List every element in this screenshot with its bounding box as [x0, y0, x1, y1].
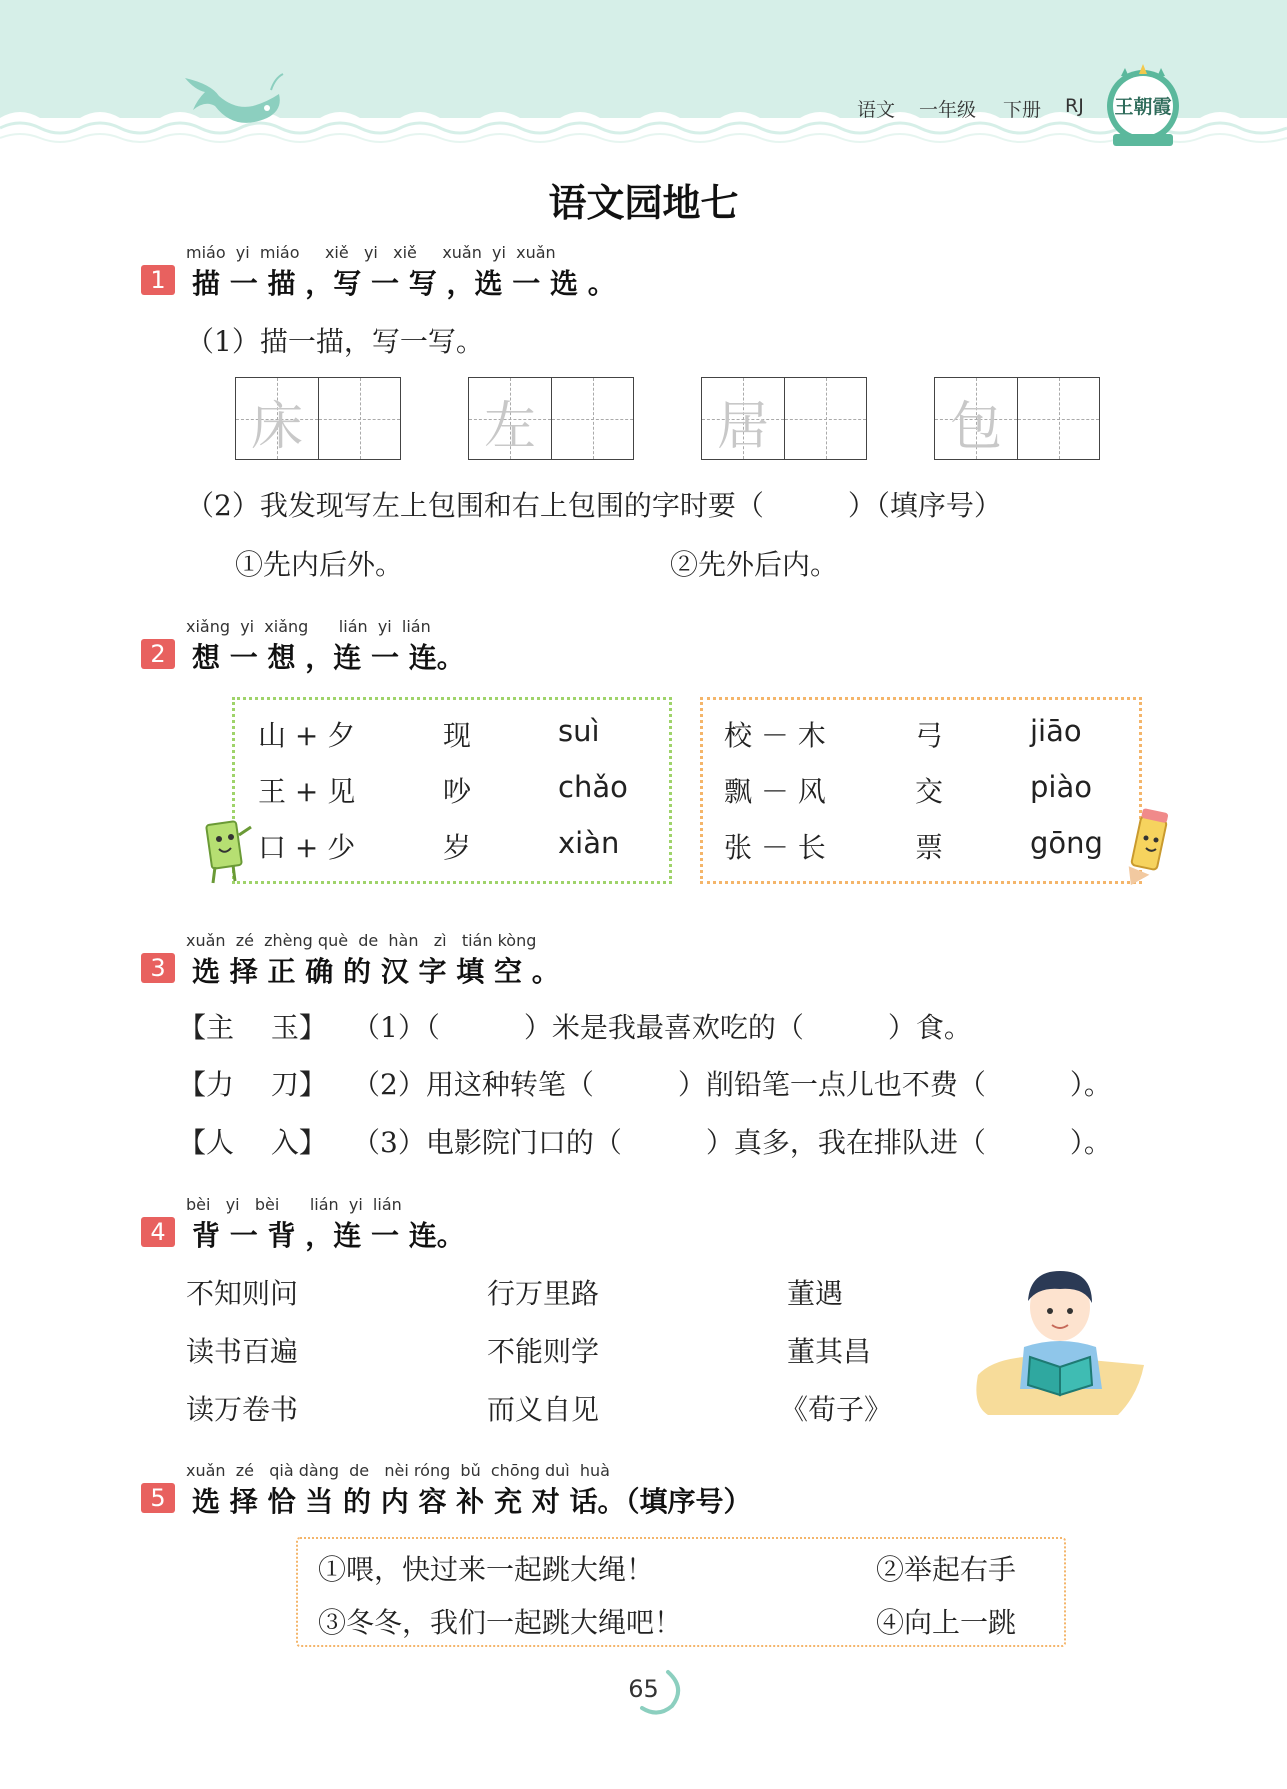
- q1-pinyin: miáo yi miáo xiě yi xiě xuǎn yi xuǎn: [186, 243, 556, 262]
- q5-option[interactable]: ③冬冬，我们一起跳大绳吧！: [318, 1606, 683, 1639]
- q3-sentence[interactable]: （1）（ ）米是我最喜欢吃的（ ）食。: [352, 1011, 972, 1044]
- match-item[interactable]: chǎo: [558, 770, 628, 804]
- q4-item[interactable]: 董其昌: [787, 1335, 872, 1368]
- match-item[interactable]: jiāo: [1030, 714, 1082, 748]
- q3-char-pair: 【主 玉】: [178, 1011, 327, 1044]
- q1-part1: （1）描一描，写一写。: [186, 325, 484, 358]
- q1-part2: （2）我发现写左上包围和右上包围的字时要（ ）（填序号）: [186, 489, 1002, 522]
- whale-icon: [175, 70, 285, 135]
- writing-grid: [934, 377, 1100, 460]
- match-item[interactable]: 交: [915, 775, 944, 808]
- match-item[interactable]: 王 + 见: [258, 775, 356, 808]
- header-grade: 一年级: [919, 99, 977, 121]
- page-header: [0, 0, 1287, 160]
- q2-pinyin: xiǎng yi xiǎng lián yi lián: [186, 617, 431, 636]
- tracing-char: 左: [483, 397, 536, 457]
- writing-grid: [468, 377, 634, 460]
- writing-cell[interactable]: [551, 378, 633, 459]
- q5-option[interactable]: ②举起右手: [876, 1553, 1017, 1586]
- header-edition: RJ: [1065, 95, 1084, 117]
- match-item[interactable]: 弓: [915, 719, 944, 752]
- q3-instruction: 选 择 正 确 的 汉 字 填 空 。: [192, 955, 560, 988]
- tracing-cell[interactable]: [702, 378, 784, 459]
- tracing-cell[interactable]: [236, 378, 318, 459]
- pencil-mascot-icon: [1122, 808, 1182, 888]
- q4-instruction: 背 一 背 ，连 一 连。: [192, 1219, 465, 1252]
- reading-boy-illustration: [968, 1265, 1148, 1425]
- q3-pinyin: xuǎn zé zhèng què de hàn zì tián kòng: [186, 931, 537, 950]
- tracing-cell[interactable]: [935, 378, 1017, 459]
- q4-item[interactable]: 读万卷书: [186, 1393, 299, 1426]
- writing-cell[interactable]: [1017, 378, 1099, 459]
- header-subject: 语文: [857, 99, 896, 121]
- q4-item[interactable]: 不知则问: [186, 1277, 299, 1310]
- q1-number-badge: 1: [141, 265, 175, 295]
- q1-option-1: ①先内后外。: [235, 548, 404, 581]
- match-item[interactable]: 山 + 夕: [258, 719, 356, 752]
- match-item[interactable]: piào: [1030, 770, 1092, 804]
- match-item[interactable]: 飘 － 风: [724, 775, 826, 808]
- match-item[interactable]: 吵: [443, 775, 472, 808]
- q3-sentence[interactable]: （2）用这种转笔（ ）削铅笔一点儿也不费（ ）。: [352, 1068, 1112, 1101]
- page-title: 语文园地七: [548, 181, 739, 225]
- q4-item[interactable]: 而义自见: [487, 1393, 600, 1426]
- q5-option[interactable]: ①喂，快过来一起跳大绳！: [318, 1553, 655, 1586]
- tracing-char: 床: [250, 397, 303, 457]
- q4-item[interactable]: 读书百遍: [186, 1335, 299, 1368]
- tracing-char: 包: [949, 397, 1002, 457]
- q5-number-badge: 5: [141, 1483, 175, 1513]
- q1-option-2: ②先外后内。: [670, 548, 839, 581]
- tracing-char: 居: [716, 397, 769, 457]
- match-item[interactable]: gōng: [1030, 826, 1103, 860]
- writing-grid: [701, 377, 867, 460]
- q5-option[interactable]: ④向上一跳: [876, 1606, 1017, 1639]
- q1-instruction: 描 一 描 ，写 一 写 ，选 一 选 。: [192, 267, 616, 300]
- q3-char-pair: 【力 刀】: [178, 1068, 327, 1101]
- q4-item[interactable]: 不能则学: [487, 1335, 600, 1368]
- q4-pinyin: bèi yi bèi lián yi lián: [186, 1195, 402, 1214]
- brand-logo: [1103, 62, 1183, 148]
- writing-cell[interactable]: [784, 378, 866, 459]
- q2-number-badge: 2: [141, 639, 175, 669]
- q3-number-badge: 3: [141, 953, 175, 983]
- writing-cell[interactable]: [318, 378, 400, 459]
- q4-item[interactable]: 行万里路: [487, 1277, 600, 1310]
- match-item[interactable]: suì: [558, 714, 600, 748]
- writing-grid: [235, 377, 401, 460]
- match-item[interactable]: 张 － 长: [724, 831, 826, 864]
- q4-number-badge: 4: [141, 1217, 175, 1247]
- match-item[interactable]: 票: [915, 831, 944, 864]
- page-number: 65: [628, 1675, 659, 1703]
- book-mascot-icon: [195, 815, 255, 887]
- tracing-cell[interactable]: [469, 378, 551, 459]
- logo-text: 王朝霞: [1114, 96, 1172, 118]
- match-item[interactable]: 岁: [443, 831, 472, 864]
- q3-sentence[interactable]: （3）电影院门口的（ ）真多，我在排队进（ ）。: [352, 1126, 1112, 1159]
- header-volume: 下册: [1003, 99, 1042, 121]
- q4-item[interactable]: 董遇: [787, 1277, 844, 1310]
- q5-pinyin: xuǎn zé qià dàng de nèi róng bǔ chōng duì huà: [186, 1461, 610, 1480]
- match-item[interactable]: 校 － 木: [724, 719, 826, 752]
- q4-item[interactable]: 《荀子》: [780, 1393, 893, 1426]
- q2-instruction: 想 一 想 ，连 一 连。: [192, 641, 465, 674]
- q5-instruction: 选 择 恰 当 的 内 容 补 充 对 话。（填序号）: [192, 1485, 752, 1518]
- match-item[interactable]: 现: [443, 719, 472, 752]
- q3-char-pair: 【人 入】: [178, 1126, 327, 1159]
- match-item[interactable]: 口 + 少: [258, 831, 356, 864]
- match-item[interactable]: xiàn: [558, 826, 620, 860]
